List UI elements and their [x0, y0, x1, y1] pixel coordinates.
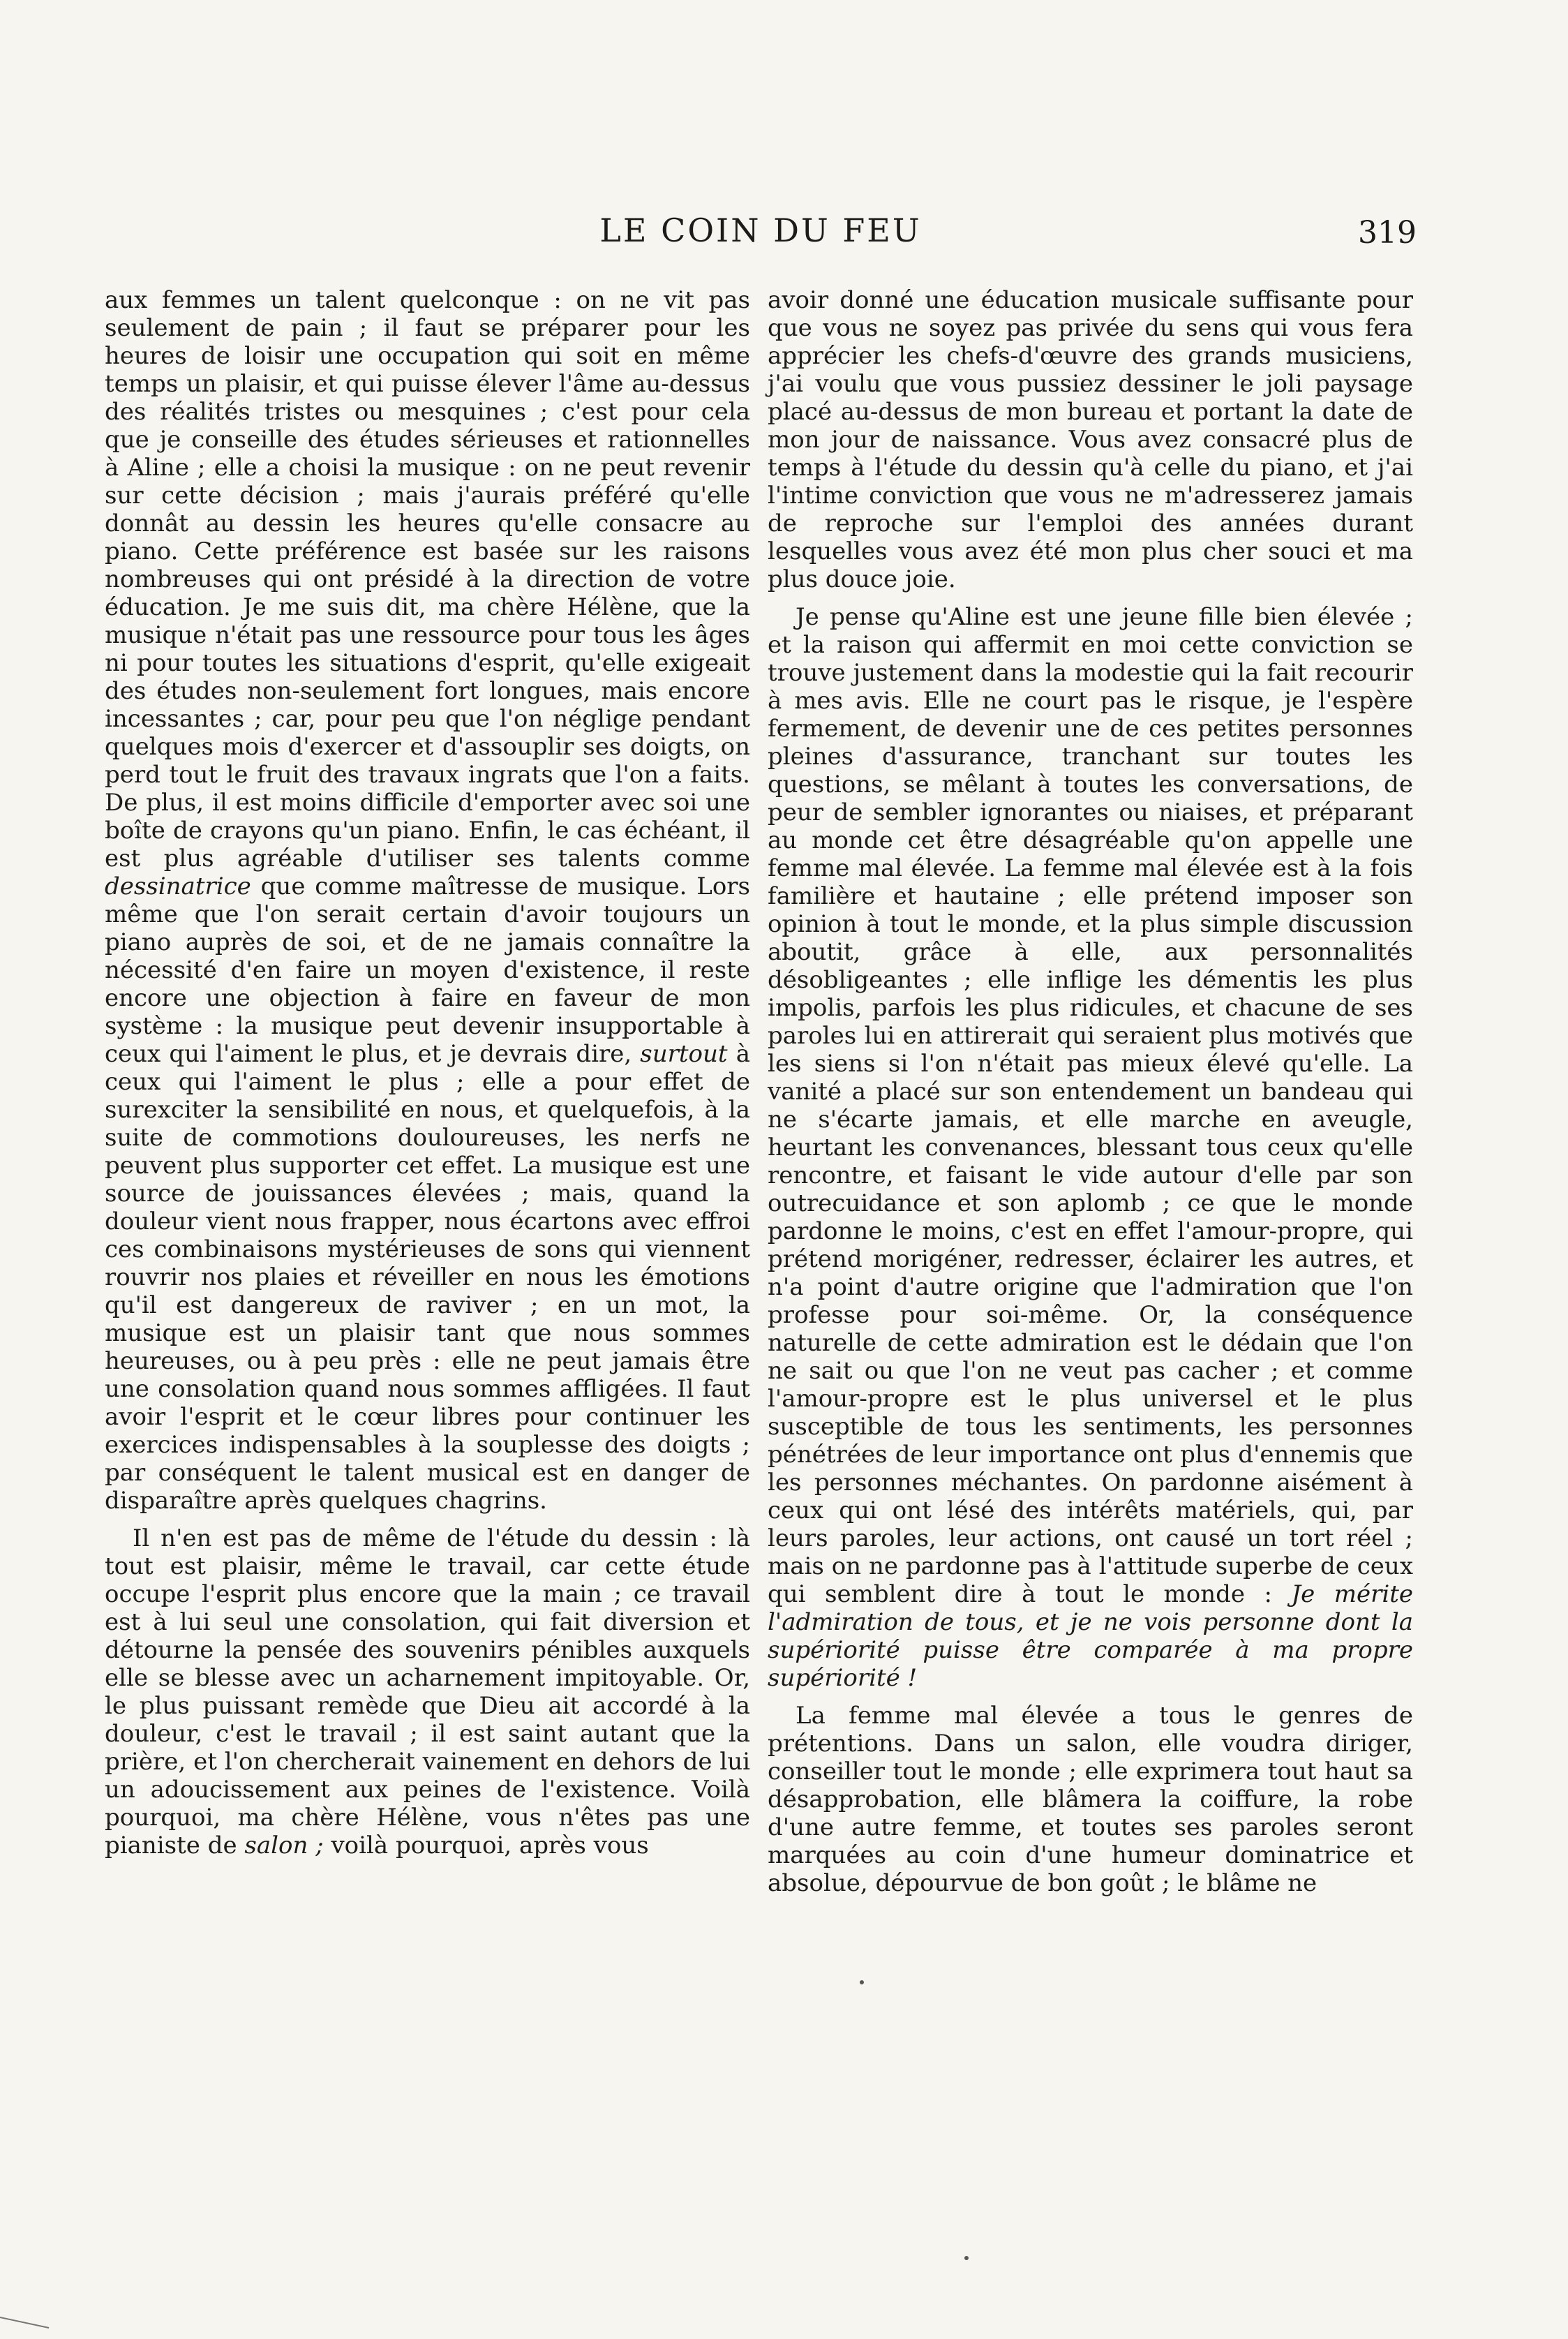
text-run: que comme maîtresse de musique. Lors même que l'on serait certain d'avoir toujours un piano auprès de soi, et de ne jamais connaître la nécessité d'en faire un moyen d'existence, il reste encore une objection à faire en faveur de mon système : la musique peut devenir insupportable à ceux qui l'aiment le plus, et je devrais dire, [105, 873, 751, 1068]
paragraph [768, 603, 1413, 1692]
italic-text: dessinatrice [105, 873, 251, 900]
italic-text: salon ; [244, 1832, 324, 1859]
paragraph [105, 286, 750, 1515]
paragraph [105, 1524, 750, 1859]
text-run: à ceux qui l'aiment le plus ; elle a pour effet de surexciter la sensibilité en nous, et quelquefois, à la suite de commotions douloureuses, les nerfs ne peuvent plus supporter cet effet. La musique est une source de jouissances élevées ; mais, quand la douleur vient nous frapper, nous écartons avec effroi ces combinaisons mystérieuses de sons qui viennent rouvrir nos plaies et réveiller en nous les émotions qu'il est dangereux de raviver ; en un mot, la musique est un plaisir tant que nous sommes heureuses, ou à peu près : elle ne peut jamais être une consolation quand nous sommes affligées. Il faut avoir l'esprit et le cœur libres pour continuer les exercices indispensables à la souplesse des doigts ; par conséquent le talent musical est en danger de disparaître après quelques chagrins. [105, 1040, 750, 1515]
paragraph: avoir donné une éducation musicale suffisante pour que vous ne soyez pas privée du sens qui vous fera apprécier les chefs-d'œuvre des grands musiciens, j'ai voulu que vous pussiez dessiner le joli paysage placé au-dessus de mon bureau et portant la date de mon jour de naissance. Vous avez consacré plus de temps à l'étude du dessin qu'à celle du piano, et j'ai l'intime conviction que vous ne m'adresserez jamais de reproche sur l'emploi des années durant lesquelles vous avez été mon plus cher souci et ma plus douce joie. [768, 286, 1413, 593]
text-run: aux femmes un talent quelconque : on ne vit pas seulement de pain ; il faut se préparer pour les heures de loisir une occupation qui soit en même temps un plaisir, et qui puisse élever l'âme au-dessus des réalités tristes ou mesquines ; c'est pour cela que je conseille des études sérieuses et rationnelles à Aline ; elle a choisi la musique : on ne peut revenir sur cette décision ; mais j'aurais préféré qu'elle donnât au dessin les heures qu'elle consacre au piano. Cette préférence est basée sur les raisons nombreuses qui ont présidé à la direction de votre éducation. Je me suis dit, ma chère Hélène, que la musique n'était pas une ressource pour tous les âges ni pour toutes les situations d'esprit, qu'elle exigeait des études non-seulement fort longues, mais encore incessantes ; car, pour peu que l'on néglige pendant quelques mois d'exercer et d'assouplir ses doigts, on perd tout le fruit des travaux ingrats que l'on a faits. De plus, il est moins difficile d'emporter avec soi une boîte de crayons qu'un piano. Enfin, le cas échéant, il est plus agréable d'utiliser ses talents comme [105, 286, 750, 873]
running-title: LE COIN DU FEU [599, 211, 922, 249]
speck [964, 2256, 969, 2260]
page-number: 319 [1358, 215, 1417, 251]
right-column [768, 286, 1413, 1907]
edge-mark [0, 2317, 49, 2328]
text-run: voilà pourquoi, après vous [331, 1832, 649, 1859]
text-run: Je pense qu'Aline est une jeune fille bien élevée ; et la raison qui affermit en moi cette conviction se trouve justement dans la modestie qui la fait recourir à mes avis. Elle ne court pas le risque, je l'espère fermement, de devenir une de ces petites personnes pleines d'assurance, tranchant sur toutes les questions, se mêlant à toutes les conversations, de peur de sembler ignorantes ou niaises, et préparant au monde cet être désagréable qu'on appelle une femme mal élevée. La femme mal élevée est à la fois familière et hautaine ; elle prétend imposer son opinion à tout le monde, et la plus simple discussion aboutit, grâce à elle, aux personnalités désobligeantes ; elle inflige les démentis les plus impolis, parfois les plus ridicules, et chacune de ses paroles lui en attirerait qui seraient plus motivés que les siens si l'on n'était pas mieux élevé qu'elle. La vanité a placé sur son entendement un bandeau qui ne s'écarte jamais, et elle marche en aveugle, heurtant les convenances, blessant tous ceux qu'elle rencontre, et faisant le vide autour d'elle par son outrecuidance et son aplomb ; ce que le monde pardonne le moins, c'est en effet l'amour-propre, qui prétend morigéner, redresser, éclairer les autres, et n'a point d'autre origine que l'admiration que l'on professe pour soi-même. Or, la conséquence naturelle de cette admiration est le dédain que l'on ne sait ou que l'on ne veut pas cacher ; et comme l'amour-propre est le plus universel et le plus susceptible de tous les sentiments, les personnes pénétrées de leur importance ont plus d'ennemis que les personnes méchantes. On pardonne aisément à ceux qui ont lésé des intérêts matériels, qui, par leurs paroles, leur actions, ont causé un tort réel ; mais on ne pardonne pas à l'attitude superbe de ceux qui semblent dire à tout le monde : [768, 603, 1413, 1608]
speck [860, 1980, 864, 1984]
italic-text: surtout [640, 1040, 728, 1068]
page-header [105, 209, 1417, 265]
paragraph: La femme mal élevée a tous le genres de prétentions. Dans un salon, elle voudra diriger, conseiller tout le monde ; elle exprimera tout haut sa désapprobation, elle blâmera la coiffure, la robe d'une autre femme, et toutes ses paroles seront marquées au coin d'une humeur dominatrice et absolue, dépourvue de bon goût ; le blâme ne [768, 1702, 1413, 1897]
italic-text: Je mérite l'admiration de tous, et je ne vois personne dont la supériorité puisse être comparée à ma propre supériorité ! [768, 1580, 1413, 1692]
left-column [105, 286, 750, 1869]
text-run: Il n'en est pas de même de l'étude du dessin : là tout est plaisir, même le travail, car cette étude occupe l'esprit plus encore que la main ; ce travail est à lui seul une consolation, qui fait diversion et détourne la pensée des souvenirs pénibles auxquels elle se blesse avec un acharnement impitoyable. Or, le plus puissant remède que Dieu ait accordé à la douleur, c'est le travail ; il est saint autant que la prière, et l'on chercherait vainement en dehors de lui un adoucissement aux peines de l'existence. Voilà pourquoi, ma chère Hélène, vous n'êtes pas une pianiste de [105, 1524, 750, 1859]
